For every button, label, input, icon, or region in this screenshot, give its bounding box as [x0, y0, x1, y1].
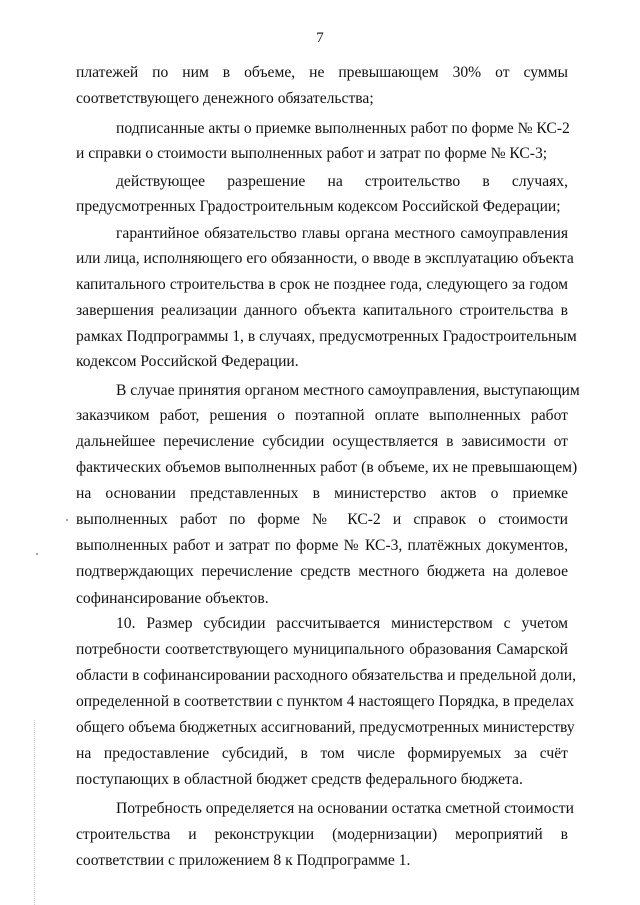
text-line-21: софинансирование объектов. [76, 590, 269, 607]
text-line-13: В случае принятия органом местного самоуправления, выступающим [116, 382, 580, 399]
scan-edge-mark [34, 720, 36, 905]
text-line-11: рамках Подпрограммы 1, в случаях, предусмотренных Градостроительным [76, 328, 577, 345]
text-line-2: соответствующего денежного обязательства; [76, 90, 374, 107]
text-line-20: подтверждающих перечисление средств местного бюджета на долевое [76, 563, 568, 580]
text-line-19: выполненных работ и затрат по форме № КС-3, платёжных документов, [76, 537, 568, 554]
text-line-5: действующее разрешение на строительство в случаях, [116, 173, 568, 190]
text-line-14: заказчиком работ, решения о поэтапной оплате выполненных работ [76, 407, 568, 424]
text-line-27: на предоставление субсидий, в том числе формируемых за счёт [76, 745, 568, 762]
text-line-9: капитального строительства в срок не позднее года, следующего за годом [76, 276, 568, 293]
text-line-12: кодексом Российской Федерации. [76, 353, 299, 370]
scan-speck [36, 553, 38, 555]
text-line-1: платежей по ним в объеме, не превышающем 30% от суммы [76, 64, 568, 81]
text-line-17: на основании представленных в министерство актов о приемке [76, 485, 568, 502]
text-line-10: завершения реализации данного объекта капитального строительства в [76, 302, 568, 319]
text-line-22: 10. Размер субсидии рассчитывается министерством с учетом [116, 615, 568, 632]
text-line-8: или лица, исполняющего его обязанности, о вводе в эксплуатацию объекта [76, 250, 574, 267]
text-line-29: Потребность определяется на основании остатка сметной стоимости [116, 800, 574, 817]
text-line-24: области в софинансировании расходного обязательства и предельной доли, [76, 667, 577, 684]
text-line-3: подписанные акты о приемке выполненных работ по форме № КС-2 [116, 120, 570, 137]
text-line-15: дальнейшее перечисление субсидии осуществляется в зависимости от [76, 433, 568, 450]
text-line-30: строительства и реконструкции (модернизации) мероприятий в [76, 826, 568, 843]
text-line-31: соответствии с приложением 8 к Подпрограмме 1. [76, 852, 411, 869]
page-number: 7 [316, 30, 324, 46]
text-line-28: поступающих в областной бюджет средств федерального бюджета. [76, 771, 523, 788]
text-line-18: выполненных работ по форме № КС-2 и справок о стоимости [76, 511, 568, 528]
text-line-26: общего объема бюджетных ассигнований, предусмотренных министерству [76, 719, 575, 736]
text-line-6: предусмотренных Градостроительным кодексом Российской Федерации; [76, 198, 561, 215]
text-line-16: фактических объемов выполненных работ (в объеме, их не превышающем) [76, 459, 578, 476]
text-line-7: гарантийное обязательство главы органа местного самоуправления [116, 225, 568, 242]
scan-speck [66, 519, 68, 521]
text-line-25: определенной в соответствии с пунктом 4 настоящего Порядка, в пределах [76, 693, 575, 710]
text-line-4: и справки о стоимости выполненных работ и затрат по форме № КС-3; [76, 145, 548, 162]
text-line-23: потребности соответствующего муниципального образования Самарской [76, 641, 568, 658]
